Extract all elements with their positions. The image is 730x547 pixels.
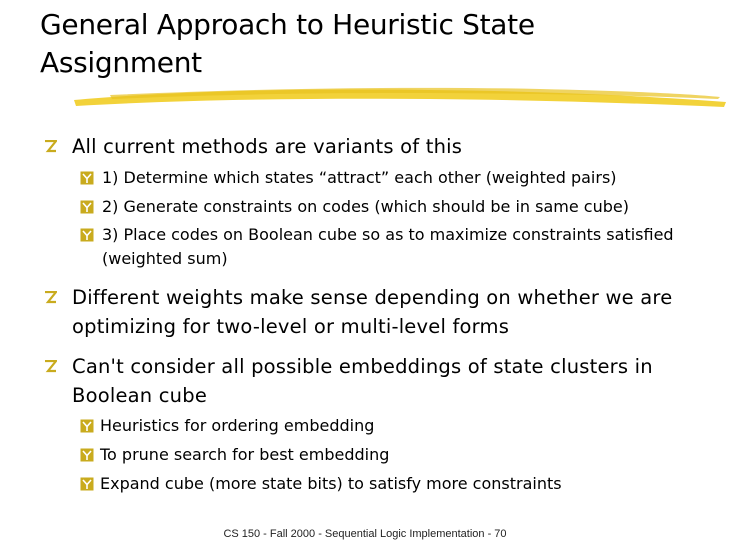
sub-bullet-text: 1) Determine which states “attract” each other (weighted pairs)	[102, 168, 617, 187]
highlighter-stroke-icon	[70, 82, 730, 112]
sub-bullet-text: 2) Generate constraints on codes (which should be in same cube)	[102, 197, 629, 216]
z-glyph-bullet-icon	[44, 360, 57, 373]
bullet-text: Can't consider all possible embeddings of state clusters in Boolean cube	[72, 355, 653, 407]
z-glyph-bullet-icon	[44, 291, 57, 304]
y-glyph-bullet-icon	[80, 200, 94, 214]
y-glyph-bullet-icon	[80, 171, 94, 185]
z-glyph-bullet-icon	[44, 140, 57, 153]
sub-bullet-text: 3) Place codes on Boolean cube so as to maximize constraints satisfied (weighted sum)	[102, 225, 674, 268]
y-glyph-bullet-icon	[80, 448, 94, 462]
sub-bullet-text: Heuristics for ordering embedding	[100, 416, 375, 435]
sub-bullet-text: To prune search for best embedding	[100, 445, 390, 464]
y-glyph-bullet-icon	[80, 477, 94, 491]
y-glyph-bullet-icon	[80, 228, 94, 242]
bullet-text: Different weights make sense depending on whether we are optimizing for two-level or multi-level forms	[72, 286, 673, 338]
y-glyph-bullet-icon	[80, 419, 94, 433]
bullet-text: All current methods are variants of this	[72, 135, 463, 158]
slide-title: General Approach to Heuristic State Assignment	[40, 8, 535, 79]
slide-footer: CS 150 - Fall 2000 - Sequential Logic Implementation - 70	[223, 528, 507, 540]
sub-bullet-text: Expand cube (more state bits) to satisfy more constraints	[100, 474, 562, 493]
